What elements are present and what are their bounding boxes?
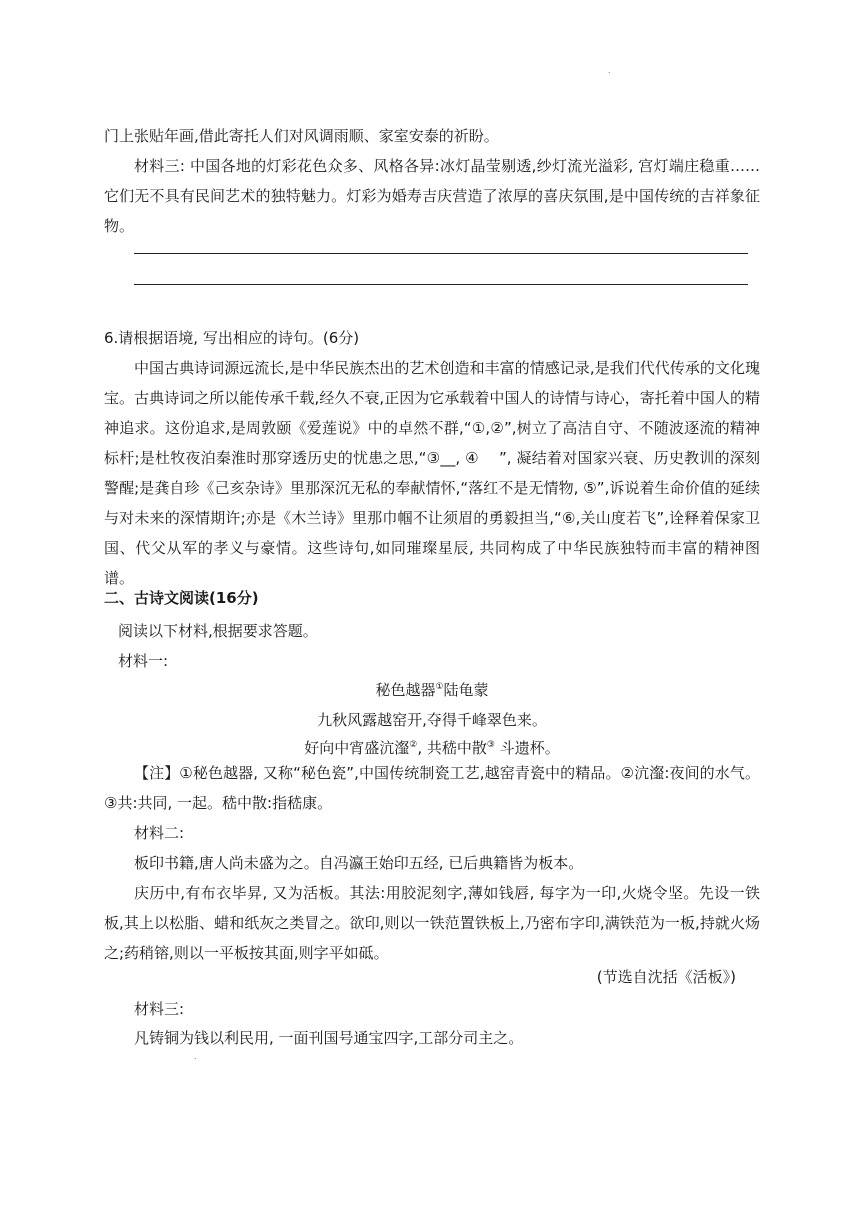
bottom-dot: .	[194, 1052, 197, 1061]
poem-title-text: 秘色越器	[375, 681, 436, 699]
material-2-paragraph-2: 庆历中,有布衣毕昇, 又为活板。其法:用胶泥刻字,薄如钱唇, 每字为一印,火烧令坚。先设一铁板,其上以松脂、蜡和纸灰之类冒之。欲印,则以一铁范置铁板上,乃密布字印,满铁范为一板,持就火炀之;药稍镕,则以一平板按其面,则字平如砥。	[104, 884, 760, 962]
material-three-lantern: 材料三: 中国各地的灯彩花色众多、风格各异:冰灯晶莹剔透,纱灯流光溢彩, 宫灯端庄稳重……它们无不具有民间艺术的独特魅力。灯彩为婚寿吉庆营造了浓厚的喜庆氛围,是中国传统的吉祥象征物。	[104, 157, 760, 235]
material-2-paragraph-1: 板印书籍,唐人尚未盛为之。自冯瀛王始印五经, 已后典籍皆为板本。	[134, 854, 584, 872]
top-dot: .	[608, 66, 611, 75]
material-2-label: 材料二:	[134, 824, 185, 842]
poem-note-3: ③	[486, 740, 495, 750]
poem-line-1: 九秋风露越窑开,夺得千峰翠色来。	[317, 711, 547, 729]
poem-title-note: ①	[435, 682, 444, 692]
material-3-paragraph-1: 凡铸铜为钱以利民用, 一面刊国号通宝四字,工部分司主之。	[134, 1029, 524, 1047]
answer-line-1	[134, 253, 748, 254]
material-2-source: (节选自沈括《活板》)	[596, 968, 736, 986]
material-1-label: 材料一:	[118, 652, 169, 670]
reading-instruction: 阅读以下材料,根据要求答题。	[118, 622, 318, 640]
material-3-label: 材料三:	[134, 1000, 185, 1018]
section-2-heading: 二、古诗文阅读(16分)	[104, 589, 259, 607]
answer-line-2	[134, 284, 748, 285]
poem-line-2-c: 斗遗杯。	[494, 739, 560, 757]
poem-notes: 【注】①秘色越器, 又称“秘色瓷”,中国传统制瓷工艺,越窑青瓷中的精品。②沆瀣:夜间的水气。③共:共同, 一起。嵇中散:指嵇康。	[104, 764, 760, 812]
question-6-title: 6.请根据语境, 写出相应的诗句。(6分)	[104, 329, 360, 347]
poem-title	[104, 675, 760, 705]
poem-line-2-a: 好向中宵盛沆瀣	[304, 739, 410, 757]
poem-line-2-b: , 共嵇中散	[417, 739, 487, 757]
poem-author: 陆龟蒙	[443, 681, 489, 699]
text-line-1: 门上张贴年画,借此寄托人们对风调雨顺、家室安泰的祈盼。	[104, 127, 499, 145]
question-6-body: 中国古典诗词源远流长,是中华民族杰出的艺术创造和丰富的情感记录,是我们代代传承的文化瑰宝。古典诗词之所以能传承千载,经久不衰,正因为它承载着中国人的诗情与诗心，寄托着中国人的精神追求。这份追求,是周敦颐《爱莲说》中的卓然不群,“①,②”,树立了高洁自守、不随波逐流的精神标杆;是杜牧夜泊秦淮时那穿透历史的忧患之思,“③__, ④ ”, 凝结着对国家兴衰、历史教训的深刻警醒;是龚自珍《己亥杂诗》里那深沉无私的奉献情怀,“落红不是无情物, ⑤”,诉说着生命价值的延续与对未来的深情期许;亦是《木兰诗》里那巾帼不让须眉的勇毅担当,“⑥,关山度若飞”,诠释着保家卫国、代父从军的孝义与豪情。这些诗句,如同璀璨星辰, 共同构成了中华民族独特而丰富的精神图谱。	[104, 359, 760, 587]
poem-note-2: ②	[409, 740, 418, 750]
